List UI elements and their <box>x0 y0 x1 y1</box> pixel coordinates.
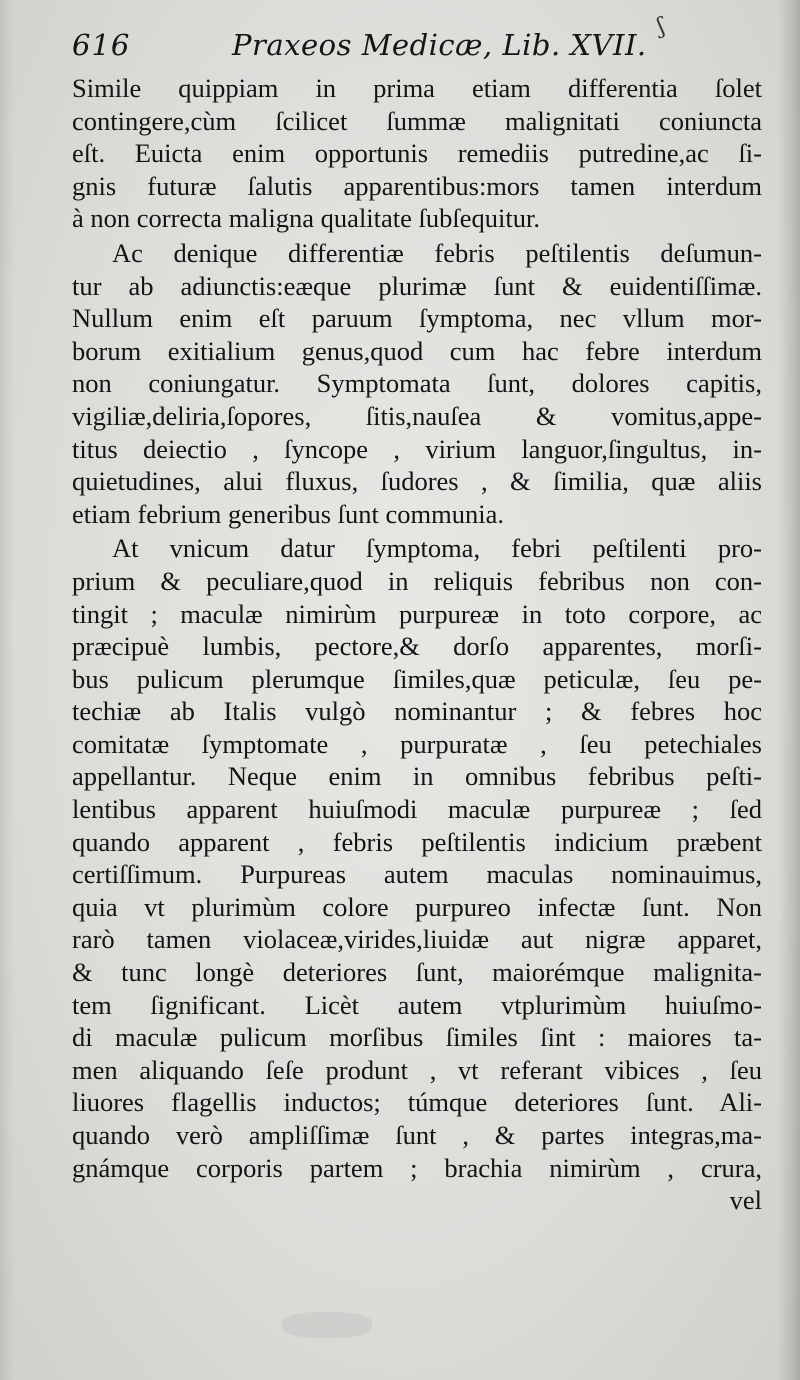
text-line: techiæ ab Italis vulgò nominantur ; & febres hoc <box>72 696 762 727</box>
paragraph-3 <box>72 532 762 1184</box>
text-line: tem ſignificant. Licèt autem vtplurimùm huiuſmo- <box>72 989 762 1020</box>
text-line: gnámque corporis partem ; brachia nimirùm , crura, <box>72 1152 762 1183</box>
text-line: Simile quippiam in prima etiam differentia ſolet <box>72 73 762 103</box>
text-line: prium & peculiare,quod in reliquis febribus non con- <box>72 565 762 596</box>
text-line: bus pulicum plerumque ſimiles,quæ peticulæ, ſeu pe- <box>72 663 762 694</box>
text-line: tingit ; maculæ nimirùm purpureæ in toto corpore, ac <box>72 598 762 629</box>
text-line: At vnicum datur ſymptoma, febri peſtilenti pro- <box>112 533 762 564</box>
corner-ink-mark: ʃ <box>654 13 668 40</box>
text-line: quietudines, alui fluxus, ſudores , & ſimilia, quæ aliis <box>72 466 762 497</box>
text-line: comitatæ ſymptomate , purpuratæ , ſeu petechiales <box>72 728 762 759</box>
text-line: non coniungatur. Symptomata ſunt, dolores capitis, <box>72 368 762 399</box>
paragraph-2 <box>72 237 762 530</box>
text-line: appellantur. Neque enim in omnibus febribus peſti- <box>72 761 762 792</box>
text-line: contingere,cùm ſcilicet ſummæ malignitati coniuncta <box>72 105 762 136</box>
text-line: di maculæ pulicum morſibus ſimiles ſint : maiores ta- <box>72 1022 762 1053</box>
text-line: à non correcta maligna qualitate ſubſequitur. <box>72 203 540 234</box>
text-line: præcipuè lumbis, pectore,& dorſo apparentes, morſi- <box>72 631 762 662</box>
text-line: gnis futuræ ſalutis apparentibus:mors tamen interdum <box>72 170 762 201</box>
body-text <box>72 72 762 1217</box>
text-line: liuores flagellis inductos; túmque deteriores ſunt. Ali- <box>72 1087 762 1118</box>
text-line: borum exitialium genus,quod cum hac febre interdum <box>72 335 762 366</box>
text-line: quando apparent , febris peſtilentis indicium præbent <box>72 826 762 857</box>
text-line: quando verò ampliſſimæ ſunt , & partes integras,ma- <box>72 1120 762 1150</box>
text-line: men aliquando ſeſe produnt , vt referant vibices , ſeu <box>72 1054 762 1085</box>
text-line: lentibus apparent huiuſmodi maculæ purpureæ ; ſed <box>72 794 762 825</box>
text-line: eſt. Euicta enim opportunis remediis putredine,ac ſi- <box>72 138 762 169</box>
running-title: Praxeos Medicæ, Lib. XVII. <box>232 28 647 62</box>
text-line: Nullum enim eſt paruum ſymptoma, nec vllum mor- <box>72 303 762 334</box>
text-line: tur ab adiunctis:eæque plurimæ ſunt & euidentiſſimæ. <box>72 270 762 301</box>
text-line: rarò tamen violaceæ,virides,liuidæ aut nigræ apparet, <box>72 924 762 955</box>
text-line: quia vt plurimùm colore purpureo infectæ ſunt. Non <box>72 891 762 922</box>
paragraph-1 <box>72 72 762 235</box>
catchword: vel <box>729 1185 762 1216</box>
text-line: vigiliæ,deliria,ſopores, ſitis,nauſea & vomitus,appe- <box>72 400 762 431</box>
text-line: certiſſimum. Purpureas autem maculas nominauimus, <box>72 859 762 890</box>
paper-stain <box>282 1312 372 1338</box>
text-line: titus deiectio , ſyncope , virium languor,ſingultus, in- <box>72 433 762 464</box>
text-line: etiam febrium generibus ſunt communia. <box>72 498 504 529</box>
text-line: Ac denique differentiæ febris peſtilentis deſumun- <box>112 237 762 268</box>
running-head <box>72 13 772 68</box>
page-number: 616 <box>72 28 131 62</box>
text-line: & tunc longè deteriores ſunt, maiorémque malignita- <box>72 957 762 988</box>
